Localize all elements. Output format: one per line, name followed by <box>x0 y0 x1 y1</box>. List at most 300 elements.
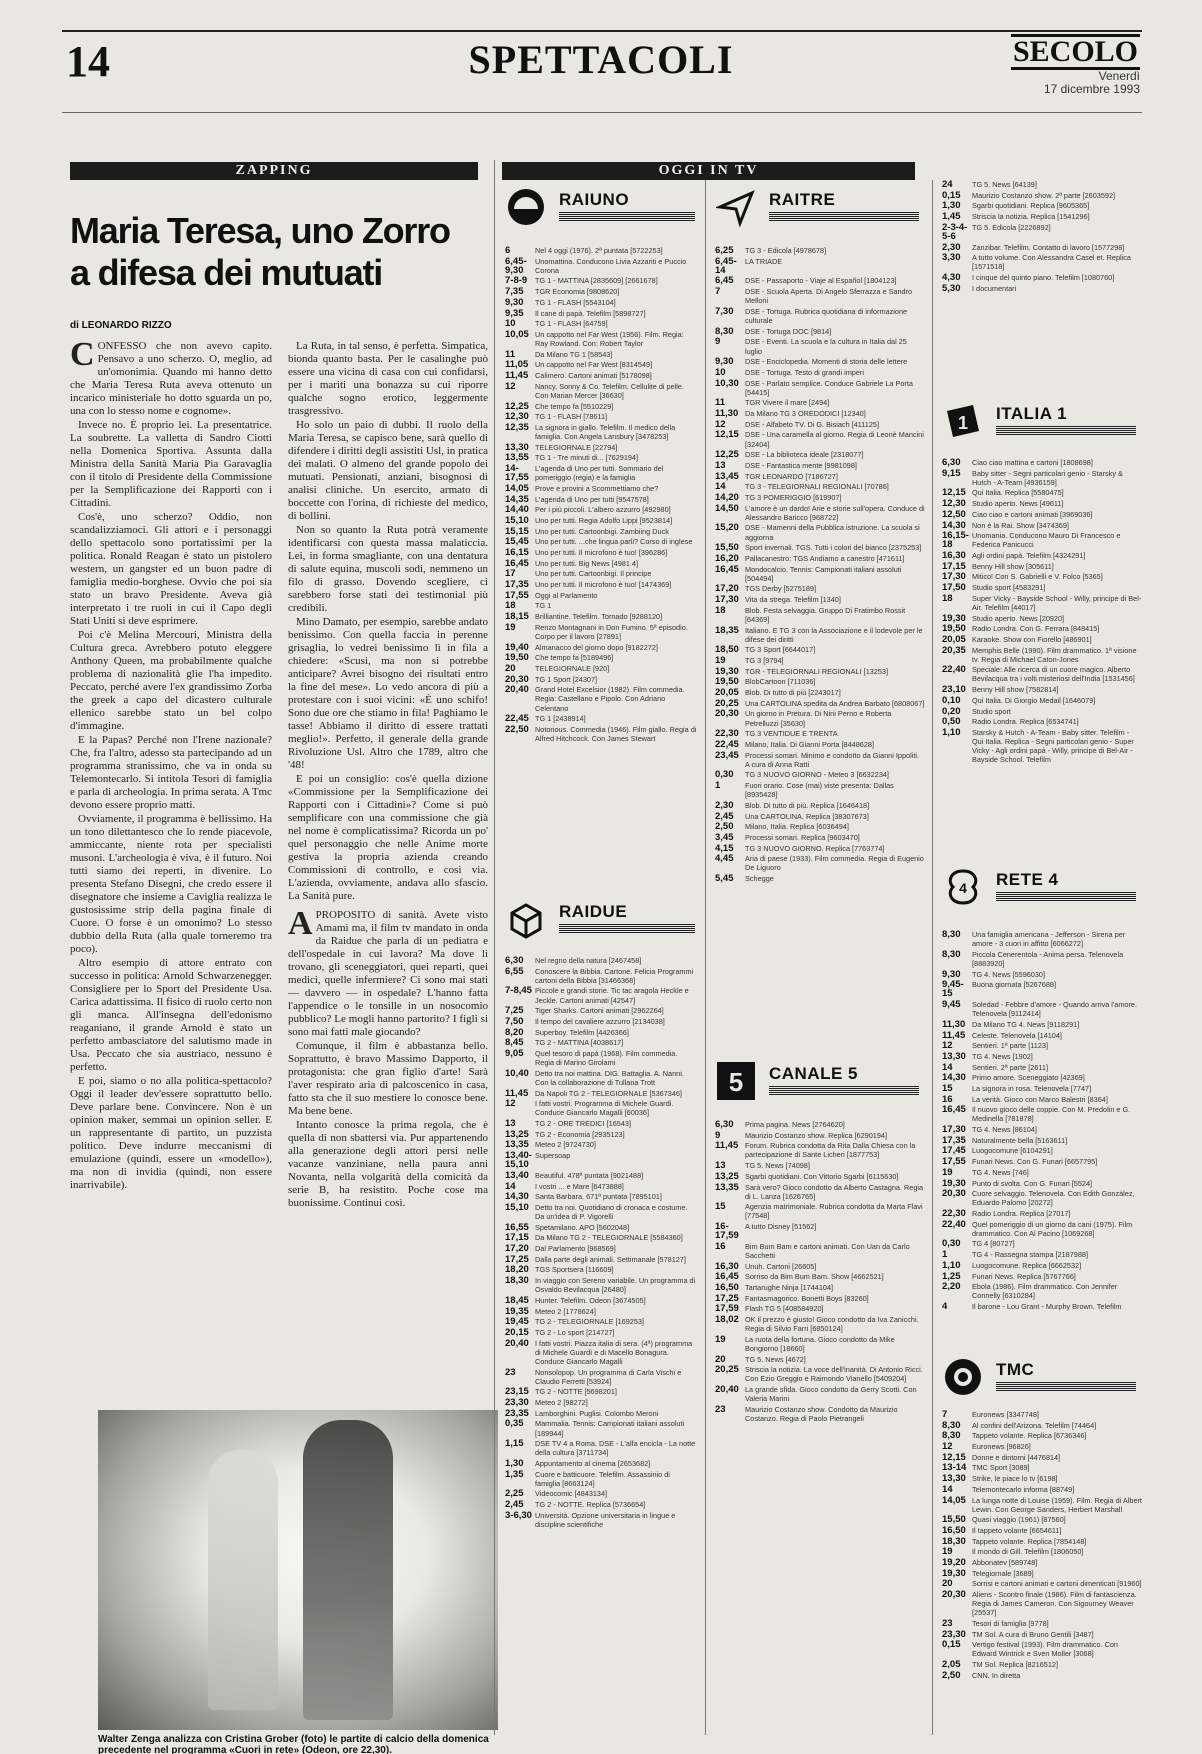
program-row <box>715 1202 925 1220</box>
program-row <box>942 1095 1142 1104</box>
program-time: 11,45 <box>715 1140 739 1152</box>
program-time: 12,25 <box>715 449 739 461</box>
column-divider <box>932 180 933 1735</box>
program-row <box>715 1405 925 1423</box>
program-row <box>505 1500 697 1509</box>
program-description: Notorious. Commedia (1946). Film giallo. Regia di Alfred Hitchcock. Con James Stewart <box>535 724 697 743</box>
program-time: 19 <box>505 621 516 633</box>
program-description: Abbonatev [589748] <box>972 1558 1038 1568</box>
program-time: 0,30 <box>942 1238 961 1250</box>
program-time: 19,45 <box>505 1316 529 1328</box>
program-description: Telemontecarlo informa [88749] <box>972 1484 1075 1494</box>
header-rule <box>62 30 1142 32</box>
program-row <box>942 1496 1142 1514</box>
program-time: 0,20 <box>942 705 961 717</box>
program-description: Unuh. Cartoni [26605] <box>745 1261 817 1271</box>
program-time: 8,30 <box>942 948 961 960</box>
program-row <box>715 337 925 355</box>
program-description: Nonsolopop. Un programma di Carla Vischi e Claudio Ferretti [53924] <box>535 1367 682 1386</box>
program-time: 8,30 <box>942 1419 961 1431</box>
photo-figure-woman <box>208 1450 278 1710</box>
program-time: 6,45-9,30 <box>505 255 527 276</box>
schedule-raidue <box>505 956 697 1738</box>
program-time: 17,30 <box>942 1124 966 1136</box>
program-time: 13 <box>505 1118 516 1130</box>
program-time: 16,50 <box>715 1282 739 1294</box>
program-time: 2,30 <box>942 241 961 253</box>
program-time: 7,35 <box>505 286 524 298</box>
program-time: 16,45 <box>942 1104 966 1116</box>
program-row <box>505 360 697 369</box>
program-time: 0,35 <box>505 1418 524 1430</box>
channel-raidue <box>505 898 697 1738</box>
program-time: 23,35 <box>505 1407 529 1419</box>
program-description: Sorrisi e cartoni animati e cartoni dimenticati [91960] <box>972 1579 1142 1589</box>
program-time: 20,40 <box>505 684 529 696</box>
program-time: 19,20 <box>942 1557 966 1569</box>
program-row <box>942 223 1142 241</box>
program-time: 16 <box>715 1240 726 1252</box>
program-row <box>505 1387 697 1396</box>
program-description: Sentieri. 2ª parte [2611] <box>972 1062 1048 1072</box>
program-description: La signora in giallo. Telefilm. Il medico della famiglia. Con Angela Lansbury [3478253] <box>535 422 676 441</box>
program-description: Forum. Rubrica condotta da Rita Dalla Chiesa con la partecipazione di Sante Licheri [1877753] <box>745 1141 916 1160</box>
program-row <box>505 412 697 421</box>
section-title: SPETTACOLI <box>468 37 734 82</box>
program-row <box>942 1630 1142 1639</box>
program-time: 23,10 <box>942 684 966 696</box>
program-description: Uno per tutti. ...che lingua parli? Corso di inglese <box>535 537 693 547</box>
program-description: TG 4. News [1902] <box>972 1051 1033 1061</box>
article-paragraph: Non so quanto la Ruta potrà veramente identificarsi con questa massa malaticcia. Lei, in forma smagliante, con una dentatura di salute equina, muscoli sodi, nemmeno un filo di grasso. Dovendo scegliere, ci sarebbero forse stati dei testimonial più credibili. <box>288 524 488 614</box>
program-row <box>942 1000 1142 1018</box>
program-row <box>942 1558 1142 1567</box>
program-time: 15,45 <box>505 536 529 548</box>
program-description: Tappeto volante. Replica [6736346] <box>972 1431 1087 1441</box>
program-description: Conoscere la Bibbia. Cartone. Felicia Programmi cartoni della Bibbia [31466368] <box>535 966 694 985</box>
program-time: 18,30 <box>505 1275 529 1287</box>
program-time: 13 <box>715 1160 726 1172</box>
program-time: 17,45 <box>942 1145 966 1157</box>
program-time: 22,50 <box>505 723 529 735</box>
program-description: Agenzia matrimoniale. Rubrica condotta da Marta Flavi [77548] <box>745 1202 923 1221</box>
program-description: Sentieri. 1ª parte [1123] <box>972 1041 1048 1051</box>
program-row <box>715 1141 925 1159</box>
program-description: A tutto volume. Con Alessandra Casel et. Replica [1571518] <box>972 253 1131 272</box>
program-time: 4,15 <box>715 842 734 854</box>
program-row <box>715 357 925 366</box>
program-description: L'agenda di Uno per tutti [9547578] <box>535 494 649 504</box>
program-description: Beautiful. 478ª puntata [9021488] <box>535 1170 644 1180</box>
program-row <box>505 580 697 589</box>
program-row <box>942 1474 1142 1483</box>
program-row <box>715 667 925 676</box>
program-time: 20,30 <box>942 1188 966 1200</box>
program-row <box>505 495 697 504</box>
program-row <box>942 1640 1142 1658</box>
program-time: 9,45 <box>942 999 961 1011</box>
program-time: 17,25 <box>505 1253 529 1265</box>
program-time: 20,30 <box>942 1589 966 1601</box>
program-time: 17,59 <box>715 1303 739 1315</box>
program-row <box>505 714 697 723</box>
program-row <box>505 685 697 712</box>
program-description: Università. Opzione universitaria in lingue e discipline scientifiche <box>535 1510 676 1529</box>
program-row <box>942 551 1142 560</box>
program-description: L'amore è un dardo! Arie e storie sull'opera. Conduce di Alessandro Baricco [968722] <box>745 503 925 522</box>
program-time: 9 <box>715 336 721 348</box>
channel-stripe <box>996 1382 1136 1391</box>
program-description: Detto tra noi mattina. DIG. Battaglia. A. Nanni. Con la collaborazione di Tullana Trott <box>535 1068 684 1087</box>
program-row <box>715 398 925 407</box>
headline-line-1: Maria Teresa, uno Zorro <box>70 210 450 251</box>
program-description: TG 4. News [5596030] <box>972 969 1046 979</box>
program-description: TG 3 Sport [6644017] <box>745 645 816 655</box>
program-time: 12,15 <box>942 487 966 499</box>
program-row <box>942 1073 1142 1082</box>
program-time: 14 <box>505 1180 516 1192</box>
program-description: Prima pagina. News [2764620] <box>745 1120 845 1129</box>
program-row <box>715 379 925 397</box>
program-time: 2,30 <box>715 799 734 811</box>
program-description: Blob. Di tutto di più. Replica [1646418] <box>745 800 870 810</box>
program-time: 15,10 <box>505 1201 529 1213</box>
program-row <box>505 257 697 275</box>
channel-stripe <box>769 1086 919 1095</box>
program-description: Agli ordini papà. Telefilm [4324291] <box>972 551 1086 560</box>
schedule-italia1 <box>942 458 1142 870</box>
program-description: Supersoap <box>535 1151 571 1161</box>
program-description: TG 4. News [86104] <box>972 1125 1037 1135</box>
schedule-canale5-night <box>942 180 1142 380</box>
program-description: Uno per tutti. Il microfono è tuo! [396286] <box>535 547 668 557</box>
program-time: 19,30 <box>942 1177 966 1189</box>
program-time: 13,25 <box>505 1128 529 1140</box>
program-time: 17,30 <box>942 571 966 583</box>
program-description: Radio Londra. Replica [6534741] <box>972 717 1079 727</box>
program-description: La lunga notte di Louise (1959). Film. Regia di Albert Lewin. Con George Sanders, Herbert Marshall <box>972 1495 1142 1514</box>
program-time: 6,30 <box>505 956 524 966</box>
program-description: Milano, Italia. Replica [6036494] <box>745 822 849 832</box>
program-description: Santa Barbara. 671ª puntata [7895101] <box>535 1192 662 1202</box>
program-description: Baby sitter - Segni particolari genio - Starsky & Hutch - A-Team [4936159] <box>972 468 1123 487</box>
program-description: Fuori orario. Cose (mai) viste presenta: Dallas [8935428] <box>745 781 894 800</box>
program-description: TG 4 - Rassegna stampa [2187988] <box>972 1250 1089 1260</box>
program-row <box>715 1120 925 1129</box>
program-time: 18,35 <box>715 624 739 636</box>
program-description: TM Sol. A cura di Bruno Gentili [3487] <box>972 1629 1094 1639</box>
program-row <box>505 956 697 965</box>
article-paragraph: E poi un consiglio: cos'è quella dizione «Commissione per la Semplificazione dei Rapporti con i Cittadini»? Come si può semplificare con una commissione che già nel nome è complicatissima? Ricorda un po' quel personaggio che nelle Anime morte gestiva la propria azienda creando Commissioni di controllo, e così via. L'azienda, ovviamente, andava allo sfascio. La Sanità pure. <box>288 773 488 902</box>
column-divider <box>705 180 706 1735</box>
program-row <box>505 1099 697 1117</box>
program-description: TGR Vivere il mare [2494] <box>745 398 830 408</box>
program-description: TG 1 - FLASH [5543104] <box>535 297 616 307</box>
program-description: Sport invernali. TGS. Tutti i colori del bianco [2375253] <box>745 543 922 553</box>
program-row <box>505 527 697 536</box>
program-description: Pallacanestro: TGS Andiamo a canestro [471611] <box>745 553 905 563</box>
article-paragraph: Comunque, il film è abbastanza bello. Soprattutto, è bravo Massimo Dapporto, il protagonista: che gran figlio d'arte! Sarà l'aver respirato aria di palcoscenico in casa, fatto sta che il suo mestiere lo conosce bene. Ma bene bene. <box>288 1040 488 1117</box>
program-row <box>505 967 697 985</box>
program-time: 6,45-14 <box>715 255 737 276</box>
program-time: 18,50 <box>715 644 739 656</box>
program-description: Qui Italia. Di Giorgio Medail [1646079] <box>972 695 1096 705</box>
program-description: La signora in rosa. Telenovela [7747] <box>972 1083 1092 1093</box>
program-row <box>505 1296 697 1305</box>
program-description: TG 3 NUOVO GIORNO - Meteo 3 [6632234] <box>745 770 889 780</box>
program-row <box>715 246 925 255</box>
channel-stripe <box>559 924 695 933</box>
program-row <box>942 614 1142 623</box>
program-time: 13,40-15,10 <box>505 1150 532 1171</box>
program-row <box>942 1220 1142 1238</box>
program-time: 12 <box>505 380 516 392</box>
program-description: TG 3 NUOVO GIORNO. Replica [7763774] <box>745 843 885 853</box>
program-time: 20,35 <box>942 644 966 656</box>
program-row <box>942 510 1142 519</box>
program-row <box>942 1537 1142 1546</box>
column-divider <box>494 160 495 1735</box>
program-time: 2,50 <box>942 1669 961 1681</box>
program-time: 13,25 <box>715 1170 739 1182</box>
program-description: Speciale: Alle ricerca di un cuore magico. Alberto Bevilacqua tra i volti misteriosi dell'India [1531456] <box>972 665 1135 684</box>
program-time: 16,45 <box>715 1271 739 1283</box>
program-row <box>505 537 697 546</box>
program-description: TG 2 - Economia [2935123] <box>535 1129 625 1139</box>
program-description: TMC Sport [3089] <box>972 1463 1030 1473</box>
program-row <box>715 1262 925 1271</box>
program-description: Oggi al Parlamento <box>535 590 598 600</box>
program-row <box>715 307 925 325</box>
program-row <box>942 284 1142 293</box>
program-row <box>505 1038 697 1047</box>
program-time: 5,45 <box>715 873 734 885</box>
program-description: DSE - Enciclopedia. Momenti di storia delle lettere <box>745 357 908 367</box>
program-row <box>942 1660 1142 1669</box>
rete4-logo-icon <box>942 866 984 908</box>
program-time: 23,45 <box>715 749 739 761</box>
program-row <box>505 1307 697 1316</box>
program-row <box>505 287 697 296</box>
program-row <box>715 688 925 697</box>
program-description: Mitico! Con S. Gabrielli e V. Folco [5365] <box>972 572 1103 582</box>
program-time: 2,50 <box>715 821 734 833</box>
program-row <box>505 443 697 452</box>
program-description: Tesori di famiglia [9778] <box>972 1618 1049 1628</box>
program-description: DSE - Una caramella al giorno. Regia di Leonè Mancini [32404] <box>745 430 924 449</box>
program-row <box>505 1489 697 1498</box>
program-description: OK il prezzo è giusto! Gioco condotto da Iva Zanicchi. Regia di Silvio Farri [6850124] <box>745 1315 919 1334</box>
program-time: 2,45 <box>715 810 734 822</box>
article-column-1 <box>70 340 272 1390</box>
channel-stripe <box>559 212 695 221</box>
program-row <box>942 273 1142 282</box>
program-description: Zanzibar. Telefilm. Contatto di lavoro [1577298] <box>972 242 1125 252</box>
program-row <box>715 656 925 665</box>
program-description: Nel regno della natura [2467458] <box>535 956 642 965</box>
program-row <box>942 583 1142 592</box>
article-paragraph: Altro esempio di attore entrato con successo in politica: Arnold Schwarzenegger. Consigliere per lo Sport del Presidente Usa. Carica adattissima. Il fisico di ruolo certo non gli manca. All'insegna dell'edonismo reaganiano, il grande Arnold è stato un perfetto ambasciatore del salutismo made in Usa. Peccato che sia austriaco, nessuno è perfetto. <box>70 957 272 1073</box>
program-row <box>505 1192 697 1201</box>
program-time: 16,45 <box>715 563 739 575</box>
program-description: Meteo 2 [1778624] <box>535 1306 596 1316</box>
program-description: Il cane di papà. Telefilm [5898727] <box>535 308 646 318</box>
raiuno-logo-icon <box>505 186 547 228</box>
program-time: 4,45 <box>715 853 734 865</box>
program-time: 12,25 <box>505 400 529 412</box>
program-row <box>942 1209 1142 1218</box>
program-row <box>505 623 697 641</box>
program-time: 7,30 <box>715 305 734 317</box>
program-row <box>942 1084 1142 1093</box>
program-time: 8,45 <box>505 1037 524 1049</box>
program-description: Detto tra noi. Quotidiano di cronaca e costume. Da un'idea di P. Vigorelli <box>535 1202 688 1222</box>
program-time: 13,30 <box>942 1050 966 1062</box>
program-row <box>715 287 925 305</box>
program-time: 19 <box>942 1546 953 1558</box>
program-time: 14,30 <box>505 1191 529 1203</box>
program-time: 15,50 <box>715 542 739 554</box>
program-description: Uno per tutti. Big News [4981 4] <box>535 558 639 568</box>
program-row <box>942 531 1142 549</box>
program-row <box>715 523 925 541</box>
channel-tmc <box>942 1356 1142 1746</box>
program-row <box>505 1511 697 1529</box>
program-description: Qui Italia. Replica [5580475] <box>972 488 1064 498</box>
program-row <box>505 1317 697 1326</box>
program-row <box>942 685 1142 694</box>
program-time: 20,05 <box>942 633 966 645</box>
photo-figure-man <box>303 1420 393 1720</box>
program-description: TG 1 <box>535 601 552 611</box>
program-time: 14,40 <box>505 504 529 516</box>
program-description: I vostri ... e Mare [6473888] <box>535 1181 624 1191</box>
program-row <box>505 1459 697 1468</box>
program-row <box>715 1172 925 1181</box>
program-description: Mondocalcio. Tennis: Campionati italiani assoluti [504494] <box>745 564 902 583</box>
program-row <box>942 253 1142 271</box>
article-paragraph <box>288 905 488 1039</box>
program-description: Spetamilano. APO [5602048] <box>535 1222 630 1232</box>
program-row <box>715 801 925 810</box>
program-time: 15,15 <box>505 525 529 537</box>
program-row <box>942 1052 1142 1061</box>
program-description: Maurizio Costanzo show. 2ª parte [2603592] <box>972 190 1116 200</box>
program-description: Benny Hill show [305611] <box>972 561 1054 571</box>
program-description: TG 3 VENTIDUE E TRENTA <box>745 729 838 739</box>
program-description: TG 3 [9794] <box>745 655 784 665</box>
program-time: 22,45 <box>505 713 529 725</box>
program-description: Blob. Di tutto di più [2243017] <box>745 688 841 698</box>
program-row <box>505 653 697 662</box>
program-row <box>715 1355 925 1364</box>
program-time: 9,05 <box>505 1048 524 1059</box>
program-description: A tutto Disney [51562] <box>745 1222 817 1232</box>
program-time: 14,30 <box>942 1072 966 1084</box>
schedule-canale5 <box>715 1120 925 1740</box>
program-description: Processi somari. Replica [9603470] <box>745 832 860 842</box>
program-description: Celeste. Telenovela [14104] <box>972 1030 1062 1040</box>
program-row <box>505 246 697 255</box>
program-description: TG 2 - ORE TREDICI [16543] <box>535 1119 631 1129</box>
program-description: TG 3 - TELEGIORNALI REGIONALI [70786] <box>745 482 889 492</box>
masthead <box>1011 34 1140 96</box>
program-row <box>942 572 1142 581</box>
program-time: 11 <box>715 397 726 409</box>
program-time: 14,05 <box>942 1494 966 1506</box>
program-time: 17,35 <box>505 579 529 591</box>
program-description: TG 5. News [4672] <box>745 1354 806 1364</box>
program-row <box>942 1272 1142 1281</box>
channel-stripe <box>996 426 1136 435</box>
program-row <box>715 677 925 686</box>
program-row <box>505 319 697 328</box>
program-description: Ebola (1986). Film drammatico. Con Jennifer Connelly [6310284] <box>972 1282 1118 1301</box>
program-row <box>942 707 1142 716</box>
program-description: Bim Bum Bam e cartoni animati. Con Uan da Carlo Sacchetti <box>745 1241 910 1260</box>
program-time: 2,20 <box>942 1281 961 1293</box>
program-row <box>942 980 1142 998</box>
program-row <box>715 874 925 883</box>
program-description: Che tempo fa [5189496] <box>535 653 614 663</box>
program-row <box>942 1453 1142 1462</box>
article-paragraph: E la Papas? Perché non l'Irene nazionale? Che, fra l'altro, adesso sta partecipando ad un programma stranissimo, che va in onda su Telemontecarlo. Si intitola Tesori di famiglia e parla di archeologia. In prima serata. A Tmc devono essere proprio matti. <box>70 734 272 811</box>
program-row <box>505 1439 697 1457</box>
program-description: Un cappotto nel Far West (1956). Film. Regia: Ray Rowland. Con: Robert Taylor <box>535 329 684 348</box>
program-description: TGR LEONARDO [7186727] <box>745 471 838 481</box>
program-time: 17,15 <box>942 560 966 572</box>
program-time: 8,30 <box>942 1430 961 1442</box>
program-time: 19,50 <box>715 676 739 688</box>
program-row <box>942 1421 1142 1430</box>
program-time: 7-8,45 <box>505 985 532 997</box>
program-description: Punto di svolta. Con G. Funari [5524] <box>972 1178 1093 1188</box>
program-description: TG 4 [80727] <box>972 1239 1015 1249</box>
program-row <box>715 543 925 552</box>
program-description: Quel pomeriggio di un giorno da cani (1975). Film drammatico. Con Al Pacino [1069268] <box>972 1219 1133 1238</box>
headline-line-2: a difesa dei mutuati <box>70 252 383 293</box>
program-time: 12 <box>942 1441 953 1453</box>
program-row <box>505 1028 697 1037</box>
channel-name: RAIDUE <box>559 902 628 921</box>
header-divider <box>62 112 1142 113</box>
program-row <box>715 626 925 644</box>
program-row <box>715 450 925 459</box>
svg-text:4: 4 <box>959 880 967 896</box>
program-description: Per i più piccoli. L'albero azzurro [492980] <box>535 505 671 515</box>
program-time: 13,30 <box>942 1473 966 1485</box>
program-description: I fatti vostri. Piazza italia di sera. (4ª) programma di Michele Guardì e di Macello Bonagura. Conduce Giancarlo Magalli <box>535 1338 693 1366</box>
masthead-logo: SECOLO <box>1012 35 1138 68</box>
program-description: Schegge <box>745 874 774 884</box>
program-description: Vita da strega. Telefilm [1340] <box>745 595 841 605</box>
program-time: 17,55 <box>505 589 529 601</box>
program-time: 16,20 <box>715 552 739 564</box>
program-description: Il tempo del cavaliere azzurro [2134038] <box>535 1016 665 1026</box>
canale5-logo-icon <box>715 1060 757 1102</box>
program-time: 18,45 <box>505 1294 529 1306</box>
program-row <box>942 1125 1142 1134</box>
program-description: Maurizio Costanzo show. Condotto da Maurizio Costanzo. Regia di Paolo Pietrangeli <box>745 1404 898 1423</box>
program-row <box>715 751 925 769</box>
program-time: 18 <box>942 592 953 604</box>
program-time: 9,35 <box>505 307 524 319</box>
program-row <box>715 1161 925 1170</box>
program-row <box>505 569 697 578</box>
program-description: DSE - Tortuga. Testo di grandi imperi <box>745 367 864 377</box>
program-description: Meteo 2 [98272] <box>535 1398 588 1408</box>
program-time: 16 <box>942 1093 953 1105</box>
